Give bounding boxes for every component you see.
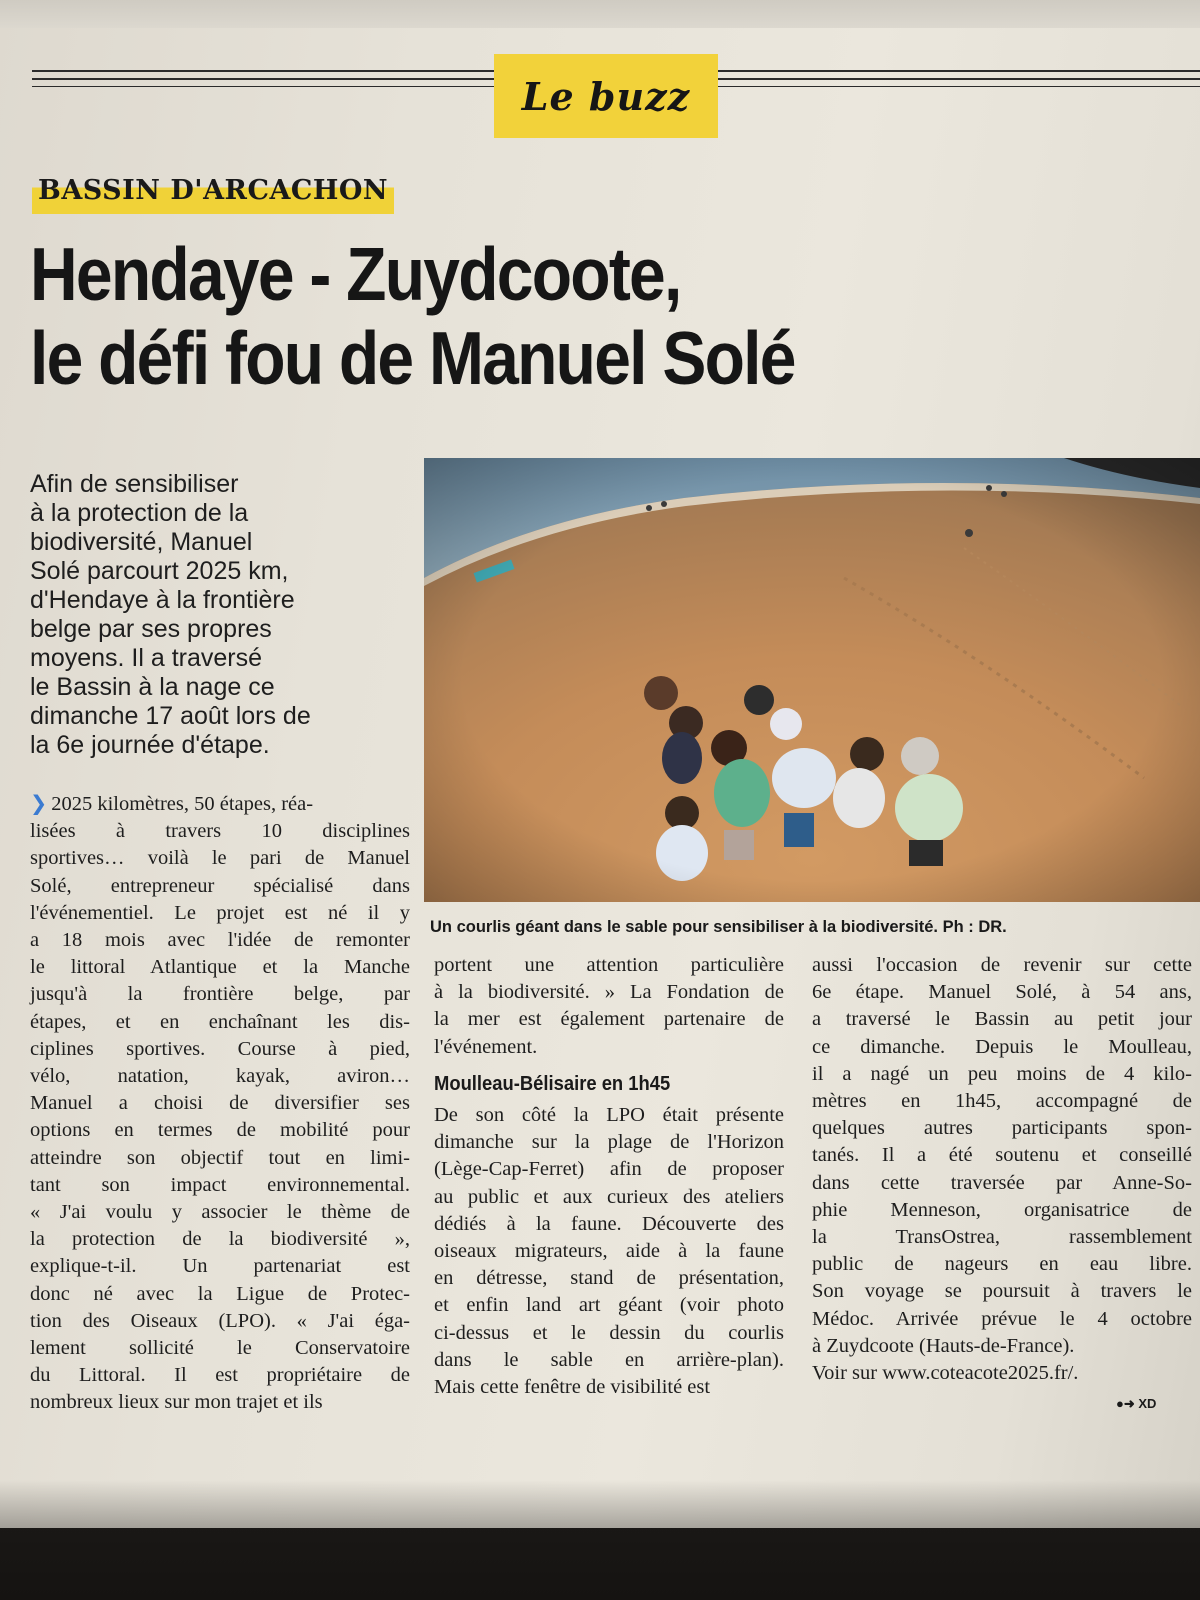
column-3 (812, 952, 1192, 1387)
text-line-content: 2025 kilomètres, 50 étapes, réa- (51, 793, 314, 815)
text-line: d'Hendaye à la frontière (30, 586, 295, 614)
text-line (30, 790, 410, 818)
text-line: donc né avec la Ligue de Protec- (30, 1282, 410, 1305)
text-line: vélo, natation, kayak, aviron… (30, 1065, 410, 1088)
section-label: Le buzz (494, 54, 718, 138)
text-line: Son voyage se poursuit à travers le (812, 1280, 1192, 1303)
standfirst (30, 470, 410, 760)
previous-article-strip (0, 0, 1200, 28)
text-line: dans le sable en arrière-plan). (434, 1348, 784, 1371)
text-line: phie Menneson, organisatrice de (812, 1198, 1192, 1221)
text-line: biodiversité, Manuel (30, 528, 253, 556)
text-line: en détresse, stand de présentation, (434, 1267, 784, 1290)
text-line: nombreux lieux sur mon trajet et ils (30, 1391, 323, 1414)
text-line: l'événementiel. Le projet est né il y (30, 901, 410, 924)
text-line: ce dimanche. Depuis le Moulleau, (812, 1035, 1192, 1058)
text-line: ciplines sportives. Course à pied, (30, 1037, 410, 1060)
headline-line: Hendaye - Zuydcoote, (30, 232, 681, 316)
text-line: dans cette traversée par Anne-So- (812, 1171, 1192, 1194)
text-line: Afin de sensibiliser (30, 470, 239, 498)
text-line: la 6e journée d'étape. (30, 731, 270, 759)
text-line: public de nageurs en eau libre. (812, 1253, 1192, 1276)
text-line: a traversé le Bassin au petit jour (812, 1008, 1192, 1031)
paragraph-arrow-icon: ❯ (30, 791, 48, 815)
text-line: la TransOstrea, rassemblement (812, 1226, 1192, 1249)
text-line: De son côté la LPO était présente (434, 1104, 784, 1127)
text-line: ci-dessus et le dessin du courlis (434, 1321, 784, 1344)
text-line: du Littoral. Il est propriétaire de (30, 1364, 410, 1387)
text-line: explique-t-il. Un partenariat est (30, 1255, 410, 1278)
column-2 (434, 952, 784, 1401)
photo-caption: Un courlis géant dans le sable pour sensibiliser à la biodiversité. Ph : DR. (430, 918, 1007, 936)
text-line: étapes, et en enchaînant les dis- (30, 1010, 410, 1033)
column-2-part-a (434, 952, 784, 1061)
text-line: Solé parcourt 2025 km, (30, 557, 289, 585)
headline (30, 232, 910, 400)
text-line: au public et aux curieux des ateliers (434, 1185, 784, 1208)
text-line: tion des Oiseaux (LPO). « J'ai éga- (30, 1309, 410, 1332)
text-line: mètres en 1h45, accompagné de (812, 1090, 1192, 1113)
subheading: Moulleau-Bélisaire en 1h45 (434, 1072, 671, 1095)
text-line: « J'ai voulu y associer le thème de (30, 1201, 410, 1224)
text-line: dimanche sur la plage de l'Horizon (434, 1131, 784, 1154)
text-line: à la protection de la (30, 499, 249, 527)
text-line: tant son impact environnemental. (30, 1173, 410, 1196)
text-line: tanés. Il a été soutenu et conseillé (812, 1144, 1192, 1167)
text-line: Mais cette fenêtre de visibilité est (434, 1376, 711, 1399)
text-line: à la biodiversité. » La Fondation de (434, 981, 784, 1004)
article-photo (424, 458, 1200, 902)
text-line: 6e étape. Manuel Solé, à 54 ans, (812, 981, 1192, 1004)
beach-group-photo (424, 458, 1200, 902)
text-line: sportives… voilà le pari de Manuel (30, 847, 410, 870)
text-line: lisées à travers 10 disciplines (30, 820, 410, 843)
signoff-arrow-icon: ●➜ (1116, 1396, 1135, 1411)
column-2-part-b (434, 1102, 784, 1401)
kicker-location: BASSIN D'ARCACHON (32, 168, 394, 214)
text-line: la protection de la biodiversité », (30, 1228, 410, 1251)
text-line: jusqu'à la frontière belge, par (30, 983, 410, 1006)
text-line: Solé, entrepreneur spécialisé dans (30, 874, 410, 897)
text-line: options en termes de mobilité pour (30, 1119, 410, 1142)
text-line: quelques autres participants spon- (812, 1117, 1192, 1140)
text-line: Médoc. Arrivée prévue le 4 octobre (812, 1307, 1192, 1330)
text-line: à Zuydcoote (Hauts-de-France). (812, 1334, 1075, 1357)
signoff-initials: XD (1138, 1396, 1157, 1411)
text-line: oiseaux migrateurs, aide à la faune (434, 1240, 784, 1263)
text-line: portent une attention particulière (434, 954, 784, 976)
text-line: et enfin land art géant (voir photo (434, 1294, 784, 1317)
column-1 (30, 790, 410, 1417)
text-line: atteindre son objectif tout en limi- (30, 1146, 410, 1169)
text-line: dédiés à la faune. Découverte des (434, 1212, 784, 1235)
headline-line: le défi fou de Manuel Solé (30, 316, 795, 400)
text-line: dimanche 17 août lors de (30, 702, 311, 730)
author-signoff (1116, 1396, 1156, 1412)
text-line: la mer est également partenaire de (434, 1008, 784, 1031)
text-line: belge par ses propres (30, 615, 272, 643)
table-shadow (0, 1480, 1200, 1600)
text-line: a 18 mois avec l'idée de remonter (30, 929, 410, 952)
text-line: le Bassin à la nage ce (30, 673, 275, 701)
text-line: l'événement. (434, 1035, 538, 1058)
text-line: il a nagé un peu moins de 4 kilo- (812, 1062, 1192, 1085)
text-line: le littoral Atlantique et la Manche (30, 956, 410, 979)
text-line: aussi l'occasion de revenir sur cette (812, 954, 1192, 976)
text-line: Voir sur www.coteacote2025.fr/. (812, 1362, 1079, 1385)
text-line: moyens. Il a traversé (30, 644, 263, 672)
text-line: Manuel a choisi de diversifier ses (30, 1092, 410, 1115)
text-line: lement sollicité le Conservatoire (30, 1337, 410, 1360)
text-line: (Lège-Cap-Ferret) afin de proposer (434, 1158, 784, 1181)
